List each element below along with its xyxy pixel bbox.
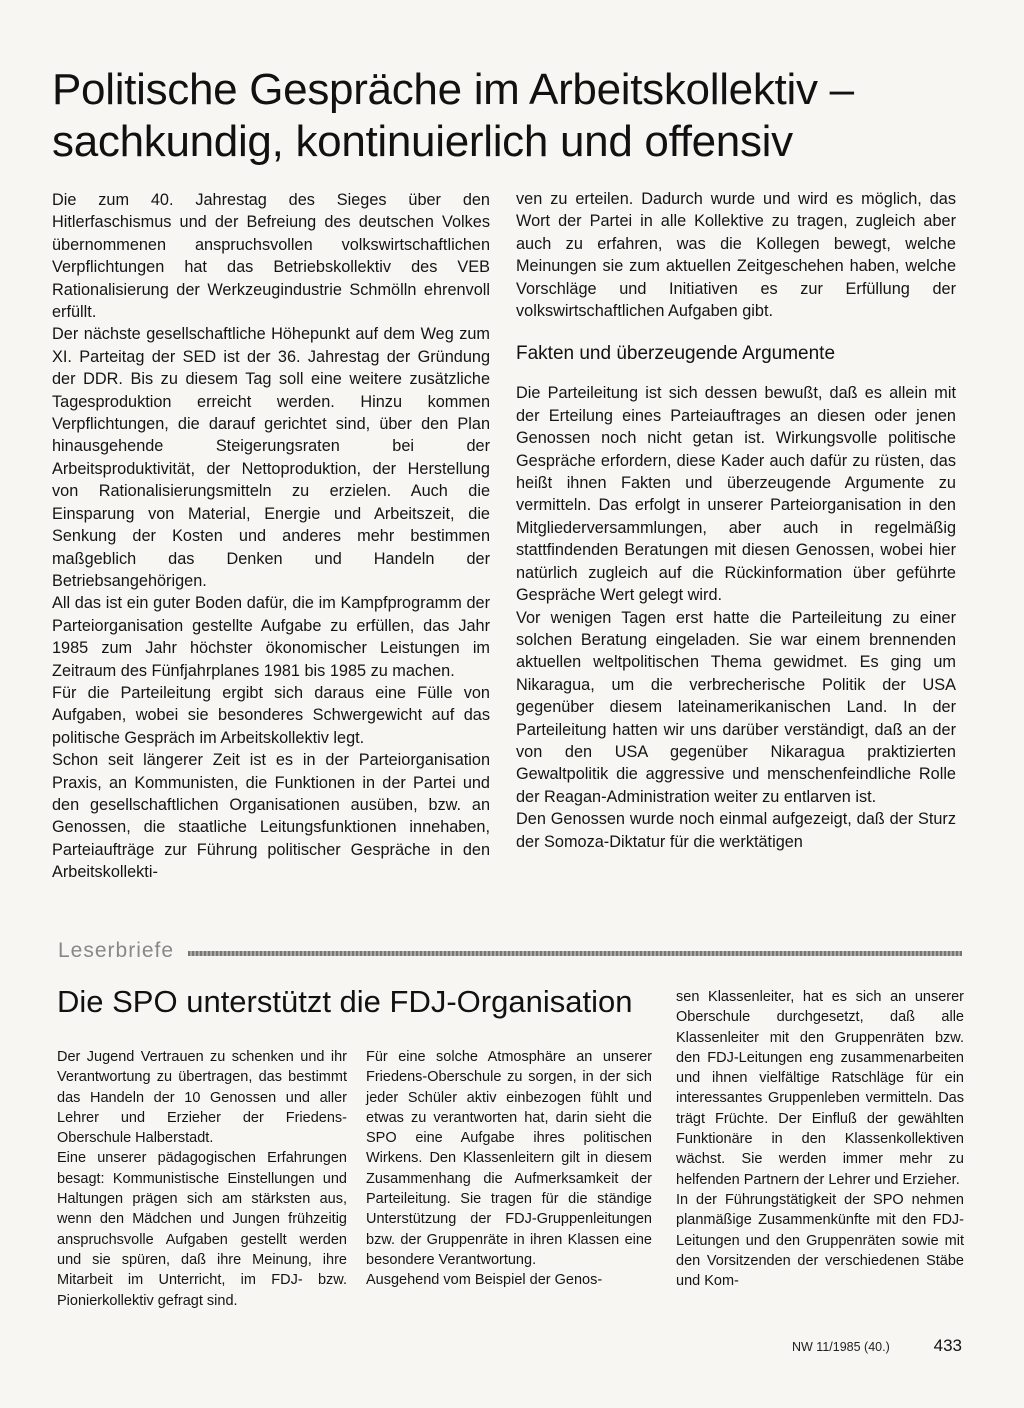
paragraph: Schon seit längerer Zeit ist es in der Parteiorganisation Praxis, an Kommunisten, die Funktionen in der Partei und den gesellschaftlichen Organisationen ausüben, bzw. an Genossen, die staatliche Leitungsfunktionen innehaben, Parteiaufträge zur Führung politischer Gespräche in den Arbeitskollekti- bbox=[52, 751, 490, 882]
paragraph: Die Parteileitung ist sich dessen bewußt, daß es allein mit der Erteilung eines Parteiauftrages an diesen oder jenen Genossen noch nicht getan ist. Wirkungsvolle politische Gespräche erfordern, diese Kader auch dafür zu rüsten, das heißt ihnen Fakten und überzeugende Argumente zu vermitteln. Das erfolgt in unserer Parteiorganisation in den Mitgliederversammlungen, aber auch in regelmäßig stattfindenden Beratungen mit diesen Genossen, wobei hier natürlich zugleich auf die Rückinformation über geführte Gespräche Wert gelegt wird. bbox=[516, 384, 956, 605]
paragraph: Die zum 40. Jahrestag des Sieges über den Hitlerfaschismus und der Befreiung des deutschen Volkes übernommenen anspruchsvollen volkswirtschaftlichen Verpflichtungen hat das Betriebskollektiv des VEB Rationalisierung der Werkzeugindustrie Schmölln ehrenvoll erfüllt. bbox=[52, 191, 490, 322]
article-column-right bbox=[516, 190, 956, 853]
headline-line-2: sachkundig, kontinuierlich und offensiv bbox=[52, 117, 793, 166]
paragraph: Der nächste gesellschaftliche Höhepunkt auf dem Weg zum XI. Parteitag der SED ist der 36. Jahrestag der Gründung der DDR. Bis zu diesem Tag soll eine weitere zusätzliche Tagesproduktion erreicht werden. Hinzu kommen Verpflichtungen, die darauf gerichtet sind, über den Plan hinausgehende Steigerungsraten bei der Arbeitsproduktivität, der Nettoproduktion, der Herstellung von Rationalisierungsmitteln zu erzielen. Auch die Einsparung von Material, Energie und Arbeitszeit, die Senkung der Kosten und anderes mehr bestimmen maßgeblich das Denken und Handeln der Betriebsangehörigen. bbox=[52, 325, 490, 590]
letter-column-3 bbox=[676, 987, 964, 1291]
paragraph: All das ist ein guter Boden dafür, die im Kampfprogramm der Parteiorganisation gestellte Aufgabe zu erfüllen, das Jahr 1985 zum Jahr höchster ökonomischer Leistungen im Zeitraum des Fünfjahrplanes 1981 bis 1985 zu machen. bbox=[52, 594, 490, 680]
page-footer bbox=[792, 1336, 962, 1360]
paragraph: Für eine solche Atmosphäre an unserer Friedens-Oberschule zu sorgen, in der sich jeder Schüler aktiv einbezogen fühlt und etwas zu verantworten hat, darin sieht die SPO eine Aufgabe ihres politischen Wirkens. Den Klassenleitern gilt in diesem Zusammenhang die Aufmerksamkeit der Parteileitung. Sie tragen für die ständige Unterstützung der FDJ-Gruppenleitungen bzw. der Gruppenräte in ihren Klassen eine besondere Verantwortung. bbox=[366, 1049, 652, 1268]
paragraph: Eine unserer pädagogischen Erfahrungen besagt: Kommunistische Einstellungen und Haltungen prägen sich am stärksten aus, wenn den Mädchen und Jungen frühzeitig anspruchsvolle Aufgaben gestellt werden und sie spüren, daß ihre Meinung, ihre Mitarbeit im Unterricht, im FDJ- bzw. Pionierkollektiv gefragt sind. bbox=[57, 1150, 347, 1309]
paragraph: In der Führungstätigkeit der SPO nehmen planmäßige Zusammenkünfte mit den FDJ-Leitungen und den Gruppenräten sowie mit den Vorsitzenden der verschiedenen Stäbe und Kom- bbox=[676, 1191, 964, 1290]
subheading: Fakten und überzeugende Argumente bbox=[516, 343, 836, 365]
issue-reference: NW 11/1985 (40.) bbox=[792, 1340, 890, 1354]
letter-headline: Die SPO unterstützt die FDJ-Organisation bbox=[57, 984, 633, 1019]
paragraph: sen Klassenleiter, hat es sich an unserer Oberschule durchgesetzt, daß alle Klassenleiter mit den Gruppenräten bzw. den FDJ-Leitungen eng zusammenarbeiten und ihnen vielfältige Ratschläge für ein interessantes Gruppenleben vermitteln. Das trägt Früchte. Der Einfluß der gewählten Funktionäre in den Klassenkollektiven wächst. Sie werden immer mehr zu helfenden Partnern der Lehrer und Erzieher. bbox=[676, 989, 964, 1188]
section-label: Leserbriefe bbox=[58, 939, 175, 962]
page-number: 433 bbox=[933, 1336, 962, 1355]
headline-line-1: Politische Gespräche im Arbeitskollektiv – bbox=[52, 65, 854, 114]
paragraph: Den Genossen wurde noch einmal aufgezeigt, daß der Sturz der Somoza-Diktatur für die werktätigen bbox=[516, 810, 956, 851]
paragraph: Vor wenigen Tagen erst hatte die Parteileitung zu einer solchen Beratung eingeladen. Sie war einem brennenden aktuellen weltpolitischen Thema gewidmet. Es ging um Nikaragua, um die verbrecherische Politik der USA gegenüber diesem lateinamerikanischen Land. In der Parteileitung hatten wir uns darüber verständigt, daß an der von den USA gegenüber Nikaragua praktizierten Gewaltpolitik die aggressive und menschenfeindliche Rolle der Reagan-Administration weiter zu entlarven ist. bbox=[516, 608, 956, 806]
paragraph: ven zu erteilen. Dadurch wurde und wird es möglich, das Wort der Partei in alle Kollektive zu tragen, zugleich aber auch zu erfahren, was die Kollegen bewegt, welche Meinungen sie zum aktuellen Zeitgeschehen haben, welche Vorschläge und Initiativen es zur Erfüllung der volkswirtschaftlichen Aufgaben gibt. bbox=[516, 190, 956, 321]
paragraph: Ausgehend vom Beispiel der Genos- bbox=[366, 1272, 603, 1289]
paragraph: Der Jugend Vertrauen zu schenken und ihr Verantwortung zu übertragen, das bestimmt das Handeln der 10 Genossen und aller Lehrer und Erzieher der Friedens-Oberschule Halberstadt. bbox=[57, 1049, 347, 1147]
letter-column-1 bbox=[57, 1047, 347, 1311]
section-header bbox=[58, 936, 962, 966]
letter-column-2 bbox=[366, 1047, 652, 1291]
paragraph: Für die Parteileitung ergibt sich daraus eine Fülle von Aufgaben, wobei sie besonderes Schwergewicht auf das politische Gespräch im Arbeitskollektiv legt. bbox=[52, 683, 490, 747]
section-divider bbox=[188, 951, 962, 956]
article-column-left bbox=[52, 189, 490, 884]
article-headline bbox=[52, 64, 982, 168]
